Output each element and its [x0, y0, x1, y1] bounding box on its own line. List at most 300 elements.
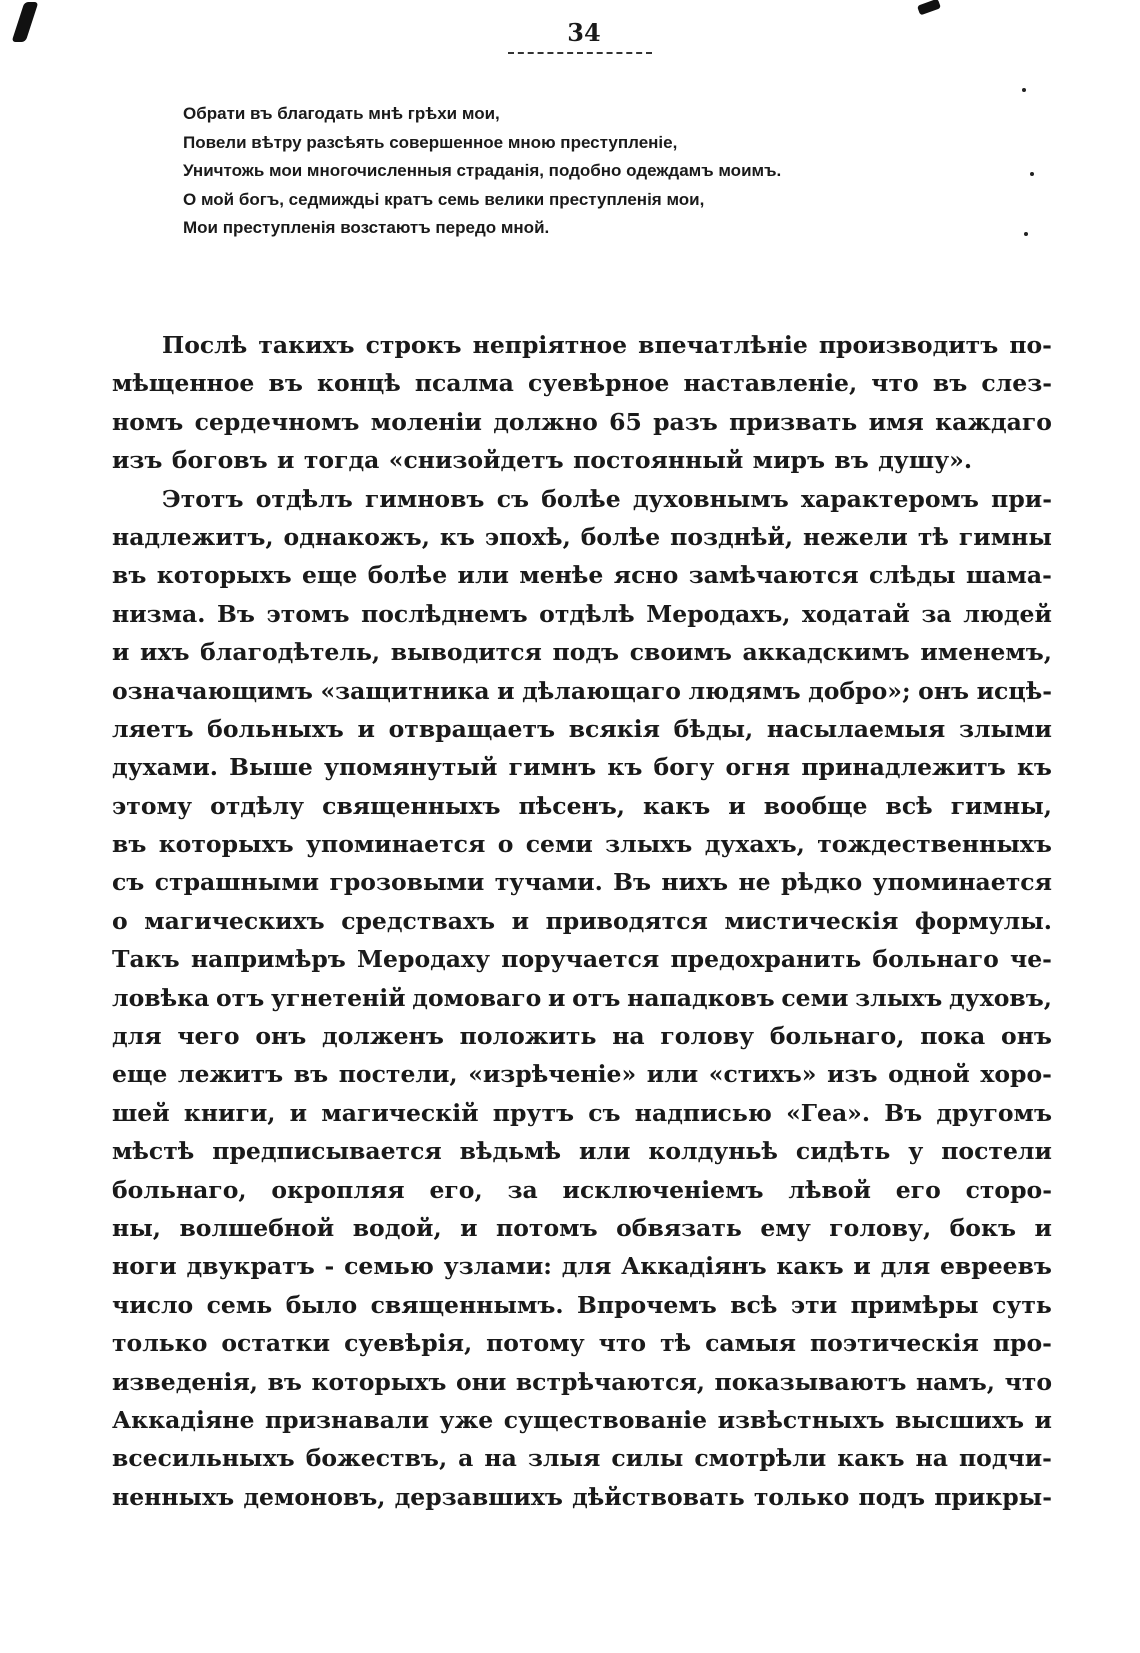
word: больныхъ [207, 714, 344, 743]
word: священныхъ [322, 791, 501, 820]
word: которыхъ [311, 1367, 447, 1396]
word: менѣе [519, 561, 604, 590]
word: и [112, 638, 130, 667]
word: напримѣръ [190, 945, 346, 974]
word: людямъ [688, 676, 801, 705]
body-line [112, 518, 1052, 556]
word: надписью [634, 1098, 772, 1127]
body-line [112, 1055, 1052, 1093]
verse-line: Обрати въ благодать мнѣ грѣхи мои, [183, 104, 500, 123]
word: номъ [112, 407, 184, 436]
word: остатки [221, 1329, 331, 1358]
word: о [497, 830, 514, 859]
body-line [112, 364, 1052, 402]
word: нежели [803, 522, 908, 551]
word: и [1034, 1213, 1052, 1242]
word: аккадскимъ [742, 638, 910, 667]
word: колдуньѣ [648, 1137, 778, 1166]
word: всѣ [885, 791, 933, 820]
word: только [753, 1482, 850, 1511]
word: подъ [552, 638, 620, 667]
word: не [738, 868, 771, 897]
body-line [112, 902, 1052, 940]
word: постели [941, 1137, 1052, 1166]
word: или [579, 1137, 631, 1166]
word: какъ [776, 1252, 844, 1281]
word: магическихъ [144, 906, 325, 935]
word: страшными [154, 868, 320, 897]
word: наставленіе, [683, 369, 858, 398]
word: обвязать [616, 1213, 742, 1242]
word: ловѣка [112, 983, 210, 1012]
word: отдѣлъ [255, 484, 353, 513]
word: къ [607, 753, 643, 782]
word: что [1004, 1367, 1052, 1396]
word: этомъ [266, 599, 350, 628]
word: которыхъ [158, 830, 294, 859]
word: съ [588, 1098, 621, 1127]
word: мѣщенное [112, 369, 255, 398]
word: что [598, 1329, 647, 1358]
word: въ [268, 369, 303, 398]
word: духами. [112, 753, 218, 782]
word: что [871, 369, 919, 398]
word: пѣсенъ, [518, 791, 625, 820]
word: въ [293, 1060, 329, 1089]
word: о [112, 906, 128, 935]
word: выводится [390, 638, 542, 667]
word: злыми [958, 714, 1052, 743]
body-line [112, 1363, 1052, 1401]
word: послѣднемъ [361, 599, 528, 628]
word: про- [992, 1329, 1052, 1358]
word: семи [525, 830, 593, 859]
word: уже [439, 1405, 494, 1434]
word: за [507, 1175, 538, 1204]
word: душу». [878, 446, 972, 475]
word: отъ [572, 983, 621, 1012]
word: ему [760, 1213, 811, 1242]
word: было [285, 1290, 358, 1319]
word: насылаемыя [766, 714, 946, 743]
word: должно [493, 407, 598, 436]
word: въ [112, 830, 147, 859]
word: сидѣть [795, 1137, 891, 1166]
word: онъ [1001, 1022, 1052, 1051]
word: голову [660, 1022, 755, 1051]
word: грозовыми [329, 868, 485, 897]
word: бѣды, [673, 714, 754, 743]
word: въ [112, 561, 147, 590]
word: Въ [884, 1098, 923, 1127]
word: они [455, 1367, 507, 1396]
word: предохранить [670, 945, 862, 974]
word: нападковъ [627, 983, 775, 1012]
word: отдѣлу [210, 791, 305, 820]
word: онъ [255, 1022, 307, 1051]
word: которыхъ [156, 561, 292, 590]
word: домоваго [412, 983, 542, 1012]
word: число [112, 1290, 194, 1319]
body-line [112, 480, 1052, 518]
word: злыя [527, 1444, 601, 1473]
word: Въ [217, 599, 255, 628]
verse-line: Мои преступленія возстаютъ передо мной. [183, 218, 550, 237]
word: его [895, 1175, 941, 1204]
word: болѣе [541, 484, 621, 513]
word: суть [992, 1290, 1052, 1319]
word: Впрочемъ [577, 1290, 717, 1319]
word: бокъ [949, 1213, 1016, 1242]
word: узлами: [443, 1252, 552, 1281]
word: гимнъ [508, 753, 597, 782]
word: еще [302, 561, 358, 590]
ink-blot-top-right [917, 0, 941, 15]
word: мистическія [724, 906, 899, 935]
word: благодѣтель, [200, 638, 381, 667]
word: вообще [763, 791, 868, 820]
word: изъ [112, 446, 163, 475]
word: сердечномъ [194, 407, 360, 436]
word: на [484, 1444, 517, 1473]
word: на [915, 1444, 948, 1473]
speck [1024, 232, 1028, 236]
word: Послѣ [162, 331, 248, 359]
word: потому [486, 1329, 585, 1358]
body-line [112, 1478, 1052, 1516]
word: высшихъ [895, 1405, 1024, 1434]
word: примѣры [850, 1290, 979, 1319]
word: тождественныхъ [817, 830, 1052, 859]
word: упоминается [872, 868, 1052, 897]
word: имя [868, 407, 924, 436]
word: лежитъ [177, 1060, 284, 1089]
word: онъ [918, 676, 970, 705]
word: самыя [705, 1329, 796, 1358]
word: дѣлающаго [522, 676, 681, 705]
word: или [646, 1060, 699, 1089]
word: силы [611, 1444, 684, 1473]
body-line [112, 556, 1052, 594]
word: «защитника [320, 676, 490, 705]
word: больнаго [872, 945, 999, 974]
word: добро»; [808, 676, 911, 705]
word: ноги [112, 1252, 177, 1281]
word: гимновъ [364, 484, 485, 513]
verse-quote [183, 100, 1003, 243]
word: въ [267, 1367, 302, 1396]
body-line [112, 1324, 1052, 1362]
word: еще [112, 1060, 168, 1089]
word: исключеніемъ [562, 1175, 764, 1204]
body-line [112, 1171, 1052, 1209]
word: людей [963, 599, 1052, 628]
word: книги, [183, 1098, 276, 1127]
word: тѣ [660, 1329, 692, 1358]
page-number-rule [508, 52, 652, 54]
word: одной [888, 1060, 970, 1089]
word: ляетъ [112, 714, 194, 743]
word: демоновъ, [243, 1482, 386, 1511]
word: на [612, 1022, 645, 1051]
word: означающимъ [112, 676, 313, 705]
word: смотрѣли [694, 1444, 827, 1473]
word: 65 [609, 407, 642, 436]
word: больнаго, [769, 1022, 905, 1051]
word: псалма [414, 369, 514, 398]
word: и [1034, 1405, 1052, 1434]
word: предписывается [212, 1137, 442, 1166]
word: эпохѣ, [484, 522, 571, 551]
word: ны, [112, 1213, 161, 1242]
word: только [112, 1329, 208, 1358]
word: своимъ [629, 638, 732, 667]
word: че- [1010, 945, 1052, 974]
word: однакожъ, [283, 522, 430, 551]
word: показываютъ [714, 1367, 907, 1396]
word: средствахъ [341, 906, 496, 935]
word: отдѣлѣ [539, 599, 635, 628]
word: злыхъ [605, 830, 693, 859]
word: концѣ [316, 369, 401, 398]
word: Меродахъ, [646, 599, 791, 628]
word: тѣ [917, 522, 949, 551]
word: изведенія, [112, 1367, 258, 1396]
word: ненныхъ [112, 1482, 235, 1511]
word: для [112, 1022, 162, 1051]
word: признавали [264, 1405, 429, 1434]
word: положить [459, 1022, 597, 1051]
word: отъ [215, 983, 265, 1012]
word: «изрѣченіе» [468, 1060, 637, 1089]
word: прикры- [934, 1482, 1052, 1511]
word: для [561, 1252, 612, 1281]
body-line [112, 1247, 1052, 1285]
word: или [457, 561, 509, 590]
word: мѣстѣ [112, 1137, 195, 1166]
word: священнымъ. [370, 1290, 564, 1319]
body-line [112, 1401, 1052, 1439]
verse-line: Уничтожь мои многочисленныя страданія, подобно одеждамъ моимъ. [183, 161, 782, 180]
word: дерзавшихъ [394, 1482, 563, 1511]
word: Выше [229, 753, 313, 782]
word: съ [496, 484, 530, 513]
word: ихъ [140, 638, 190, 667]
word: и [853, 1252, 871, 1281]
word: производитъ [818, 331, 999, 359]
body-line [112, 633, 1052, 671]
word: ходатай [802, 599, 910, 628]
word: моленіи [370, 407, 482, 436]
body-text [112, 326, 1052, 1516]
word: сторо- [965, 1175, 1052, 1204]
word: ясно [613, 561, 679, 590]
word: каждаго [935, 407, 1052, 436]
word: и [277, 446, 295, 475]
body-line [112, 710, 1052, 748]
word: упомянутый [323, 753, 498, 782]
word: позднѣй, [670, 522, 794, 551]
word: и [460, 1213, 478, 1242]
word: другомъ [936, 1098, 1052, 1127]
word: семью [344, 1252, 434, 1281]
body-line [112, 1094, 1052, 1132]
word: и [511, 906, 530, 935]
word: именемъ, [920, 638, 1052, 667]
word: впечатлѣніе [638, 331, 808, 359]
word: встрѣчаются, [515, 1367, 705, 1396]
word: угнетеній [270, 983, 406, 1012]
word: въ [834, 446, 869, 475]
word: духовъ, [949, 983, 1052, 1012]
word: этому [112, 791, 193, 820]
word: рѣдко [780, 868, 863, 897]
body-line [112, 748, 1052, 786]
word: поэтическія [809, 1329, 979, 1358]
word: суевѣрное [527, 369, 670, 398]
word: гимны [958, 522, 1052, 551]
word: прутъ [492, 1098, 575, 1127]
body-line [112, 441, 1052, 479]
word: строкъ [365, 331, 462, 359]
body-line [112, 940, 1052, 978]
word: въ [932, 369, 968, 398]
word: извѣстныхъ [717, 1405, 885, 1434]
word: постели, [338, 1060, 458, 1089]
word: для [880, 1252, 931, 1281]
word: шама- [965, 561, 1052, 590]
word: постоянный [573, 446, 744, 475]
word: слѣды [868, 561, 956, 590]
word: голову, [829, 1213, 932, 1242]
word: подъ [858, 1482, 926, 1511]
word: духовнымъ [632, 484, 789, 513]
word: боговъ [171, 446, 268, 475]
word: подчи- [958, 1444, 1052, 1473]
word: «Геа». [786, 1098, 871, 1127]
word: пока [920, 1022, 986, 1051]
word: тогда [303, 446, 380, 475]
word: изъ [827, 1060, 878, 1089]
body-line [112, 1017, 1052, 1055]
body-line [112, 326, 1052, 364]
word: Аккадіянъ [621, 1252, 767, 1281]
verse-line: О мой богъ, седмиждьі кратъ семь велики преступленія мои, [183, 189, 705, 209]
word: всякія [568, 714, 660, 743]
word: больнаго, [112, 1175, 247, 1204]
body-line [112, 1209, 1052, 1247]
word: водой, [352, 1213, 442, 1242]
word: эти [790, 1290, 838, 1319]
word: а [458, 1444, 474, 1473]
word: низма. [112, 599, 206, 628]
word: семи [781, 983, 849, 1012]
word: къ [1016, 753, 1052, 782]
word: къ [439, 522, 475, 551]
word: Аккадіяне [112, 1405, 255, 1434]
word: упоминается [305, 830, 486, 859]
word: его, [429, 1175, 483, 1204]
word: нихъ [661, 868, 729, 897]
word: и [728, 791, 746, 820]
word: съ [112, 868, 145, 897]
word: отвращаетъ [388, 714, 556, 743]
word: всѣ [730, 1290, 778, 1319]
word: «снизойдетъ [388, 446, 564, 475]
word: евреевъ [939, 1252, 1052, 1281]
word: надлежитъ, [112, 522, 274, 551]
body-line [112, 1439, 1052, 1477]
word: такихъ [258, 331, 355, 359]
word: долженъ [322, 1022, 444, 1051]
word: у [908, 1137, 924, 1166]
word: слез- [981, 369, 1052, 398]
body-line [112, 863, 1052, 901]
body-line [112, 1286, 1052, 1324]
word: злыхъ [855, 983, 943, 1012]
word: семь [206, 1290, 273, 1319]
word: Меродаху [357, 945, 491, 974]
body-line [112, 1132, 1052, 1170]
word: дѣйствовать [572, 1482, 745, 1511]
page-number: 34 [567, 18, 601, 47]
word: призвать [729, 407, 858, 436]
word: разъ [653, 407, 718, 436]
word: поручается [501, 945, 660, 974]
word: Этотъ [162, 484, 244, 513]
word: Такъ [112, 945, 180, 974]
word: гимны, [950, 791, 1052, 820]
word: и [289, 1098, 308, 1127]
body-line [112, 979, 1052, 1017]
body-line [112, 787, 1052, 825]
word: чего [177, 1022, 240, 1051]
word: формулы. [914, 906, 1052, 935]
word: волшебной [179, 1213, 335, 1242]
word: намъ, [915, 1367, 995, 1396]
word: хоро- [980, 1060, 1052, 1089]
word: и [548, 983, 566, 1012]
body-line [112, 403, 1052, 441]
speck [1030, 172, 1034, 176]
word: вѣдьмѣ [459, 1137, 562, 1166]
body-line [112, 672, 1052, 710]
word: по- [1009, 331, 1052, 359]
word: «стихъ» [708, 1060, 817, 1089]
word: духахъ, [704, 830, 805, 859]
word: потомъ [496, 1213, 598, 1242]
word: болѣе [580, 522, 661, 551]
word: окропляя [271, 1175, 405, 1204]
word: магическій [321, 1098, 479, 1127]
word: какъ [837, 1444, 905, 1473]
word: всесильныхъ [112, 1444, 295, 1473]
word: Въ [613, 868, 652, 897]
word: существованіе [503, 1405, 708, 1434]
word: двукратъ [186, 1252, 315, 1281]
word: миръ [752, 446, 825, 475]
word: тучами. [494, 868, 603, 897]
word: болѣе [367, 561, 448, 590]
word: принадлежитъ [801, 753, 1006, 782]
word: приводятся [545, 906, 708, 935]
word: божествъ, [305, 1444, 448, 1473]
body-line [112, 595, 1052, 633]
word: замѣчаются [688, 561, 859, 590]
word: за [921, 599, 952, 628]
word: лѣвой [788, 1175, 871, 1204]
word: и [497, 676, 515, 705]
